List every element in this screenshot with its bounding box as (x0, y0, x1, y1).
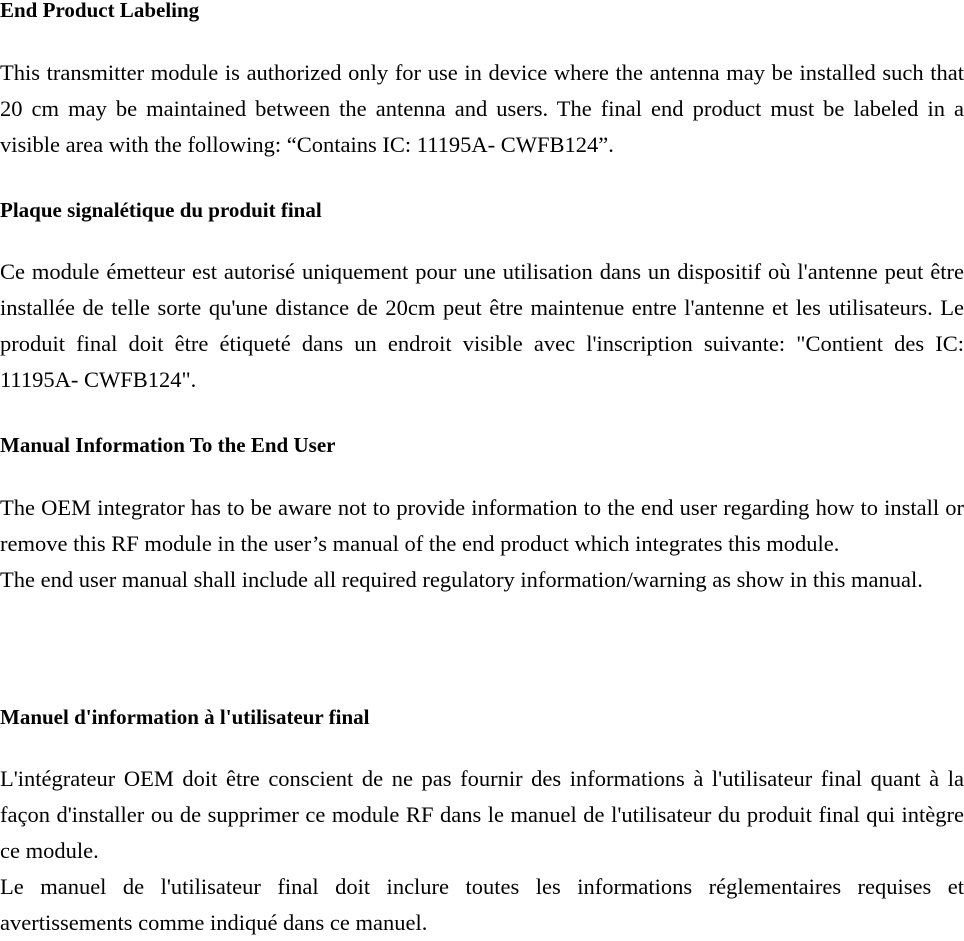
paragraph-text: This transmitter module is authorized only for use in device where the antenna may be installed such that 20 cm may be maintained between the antenna and users. The final end product must be labeled in a visible area with the following: “Contains IC: 11195A- CWFB124”. (0, 60, 964, 157)
paragraph-end-product-labeling (0, 55, 964, 163)
heading-manuel-information: Manuel d'information à l'utilisateur final (0, 705, 370, 729)
paragraph-text: The OEM integrator has to be aware not to provide information to the end user regarding how to install or remove this RF module in the user’s manual of the end product which integrates this module. (0, 495, 964, 556)
heading-plaque-signaletique: Plaque signalétique du produit final (0, 198, 322, 222)
paragraph-plaque-signaletique (0, 254, 964, 398)
paragraph-manuel-information (0, 761, 964, 941)
paragraph-text: Le manuel de l'utilisateur final doit inclure toutes les informations réglementaires requises et avertissements comme indiqué dans ce manuel. (0, 874, 964, 935)
paragraph-text: L'intégrateur OEM doit être conscient de ne pas fournir des informations à l'utilisateur final quant à la façon d'installer ou de supprimer ce module RF dans le manuel de l'utilisateur du produit final qui intègre ce module. (0, 766, 964, 863)
paragraph-text: The end user manual shall include all required regulatory information/warning as show in this manual. (0, 567, 923, 592)
paragraph-text: Ce module émetteur est autorisé uniquement pour une utilisation dans un dispositif où l'antenne peut être installée de telle sorte qu'une distance de 20cm peut être maintenue entre l'antenne et les utilisateurs. Le produit final doit être étiqueté dans un endroit visible avec l'inscription suivante: "Contient des IC: 11195A- CWFB124". (0, 259, 964, 392)
heading-manual-information: Manual Information To the End User (0, 433, 336, 457)
heading-end-product-labeling: End Product Labeling (0, 0, 200, 22)
paragraph-manual-information (0, 490, 964, 598)
